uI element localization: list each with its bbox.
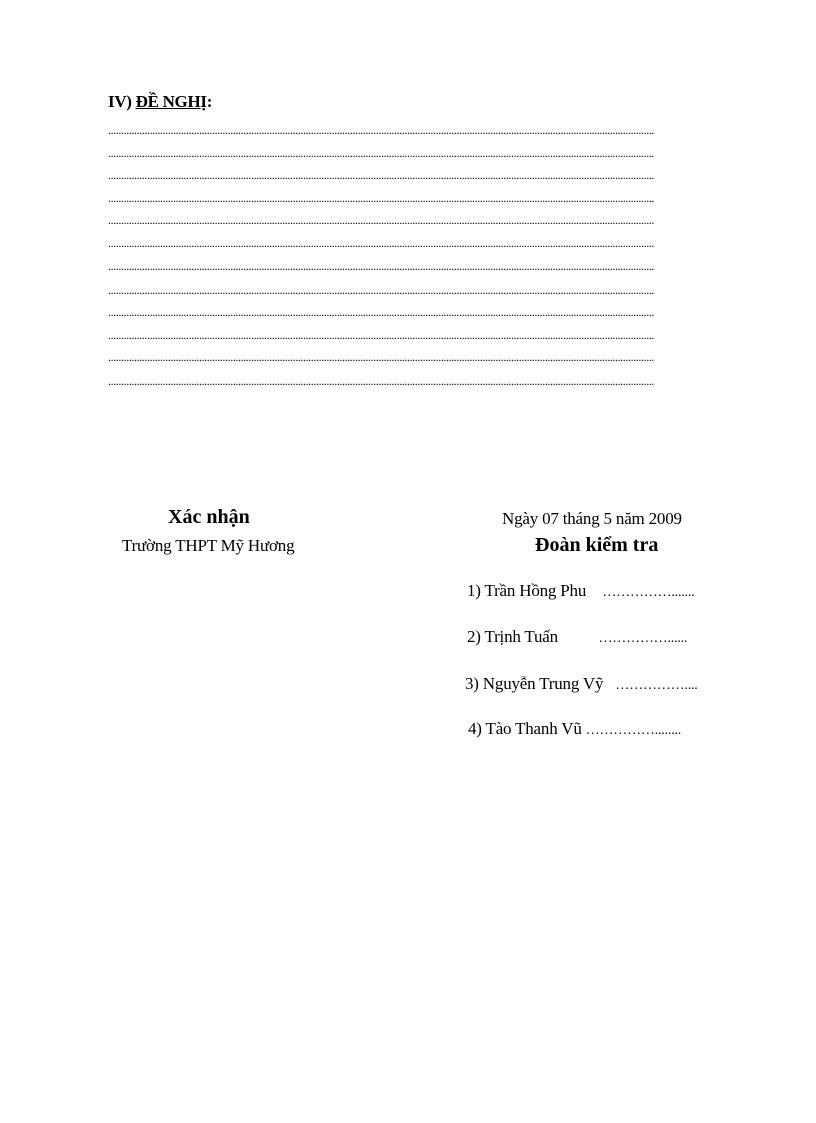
dotted-line: .................................................................................................................................................................................................................. (108, 375, 655, 387)
dotted-line: .................................................................................................................................................................................................................. (108, 351, 655, 363)
dotted-line: .................................................................................................................................................................................................................. (108, 192, 655, 204)
dotted-line: .................................................................................................................................................................................................................. (108, 260, 655, 272)
member-name: 1) Trần Hồng Phu (467, 581, 587, 600)
member-line (468, 719, 681, 739)
signature-dots: ……………...... (598, 631, 688, 646)
dotted-line: .................................................................................................................................................................................................................. (108, 169, 655, 181)
member-gap (558, 627, 599, 646)
dotted-line: .................................................................................................................................................................................................................. (108, 284, 655, 296)
signature-dots: ……………....... (602, 585, 695, 600)
confirm-school: Trường THPT Mỹ Hương (122, 536, 295, 555)
dotted-line: .................................................................................................................................................................................................................. (108, 214, 655, 226)
member-gap (603, 674, 615, 693)
signature-dots: ……………........ (585, 723, 682, 738)
member-name: 4) Tào Thanh Vũ (468, 719, 582, 738)
section-number: IV) (108, 92, 132, 111)
section-title: ĐỀ NGHỊ (135, 92, 207, 111)
member-line (465, 674, 698, 694)
dotted-line: .................................................................................................................................................................................................................. (108, 147, 655, 159)
signature-dots: …………….... (615, 678, 698, 693)
inspection-team-title: Đoàn kiểm tra (535, 534, 659, 556)
section-heading (108, 92, 212, 112)
member-line (467, 627, 687, 647)
dotted-line: .................................................................................................................................................................................................................. (108, 124, 655, 136)
dotted-line: .................................................................................................................................................................................................................. (108, 306, 655, 318)
member-name: 2) Trịnh Tuấn (467, 627, 558, 646)
dotted-line: .................................................................................................................................................................................................................. (108, 237, 655, 249)
section-colon: : (206, 92, 213, 111)
confirm-title: Xác nhận (168, 506, 250, 528)
dotted-line: .................................................................................................................................................................................................................. (108, 329, 655, 341)
member-name: 3) Nguyễn Trung Vỹ (465, 674, 604, 693)
member-gap (586, 581, 602, 600)
member-line (467, 581, 694, 601)
inspection-date: Ngày 07 tháng 5 năm 2009 (502, 509, 682, 528)
